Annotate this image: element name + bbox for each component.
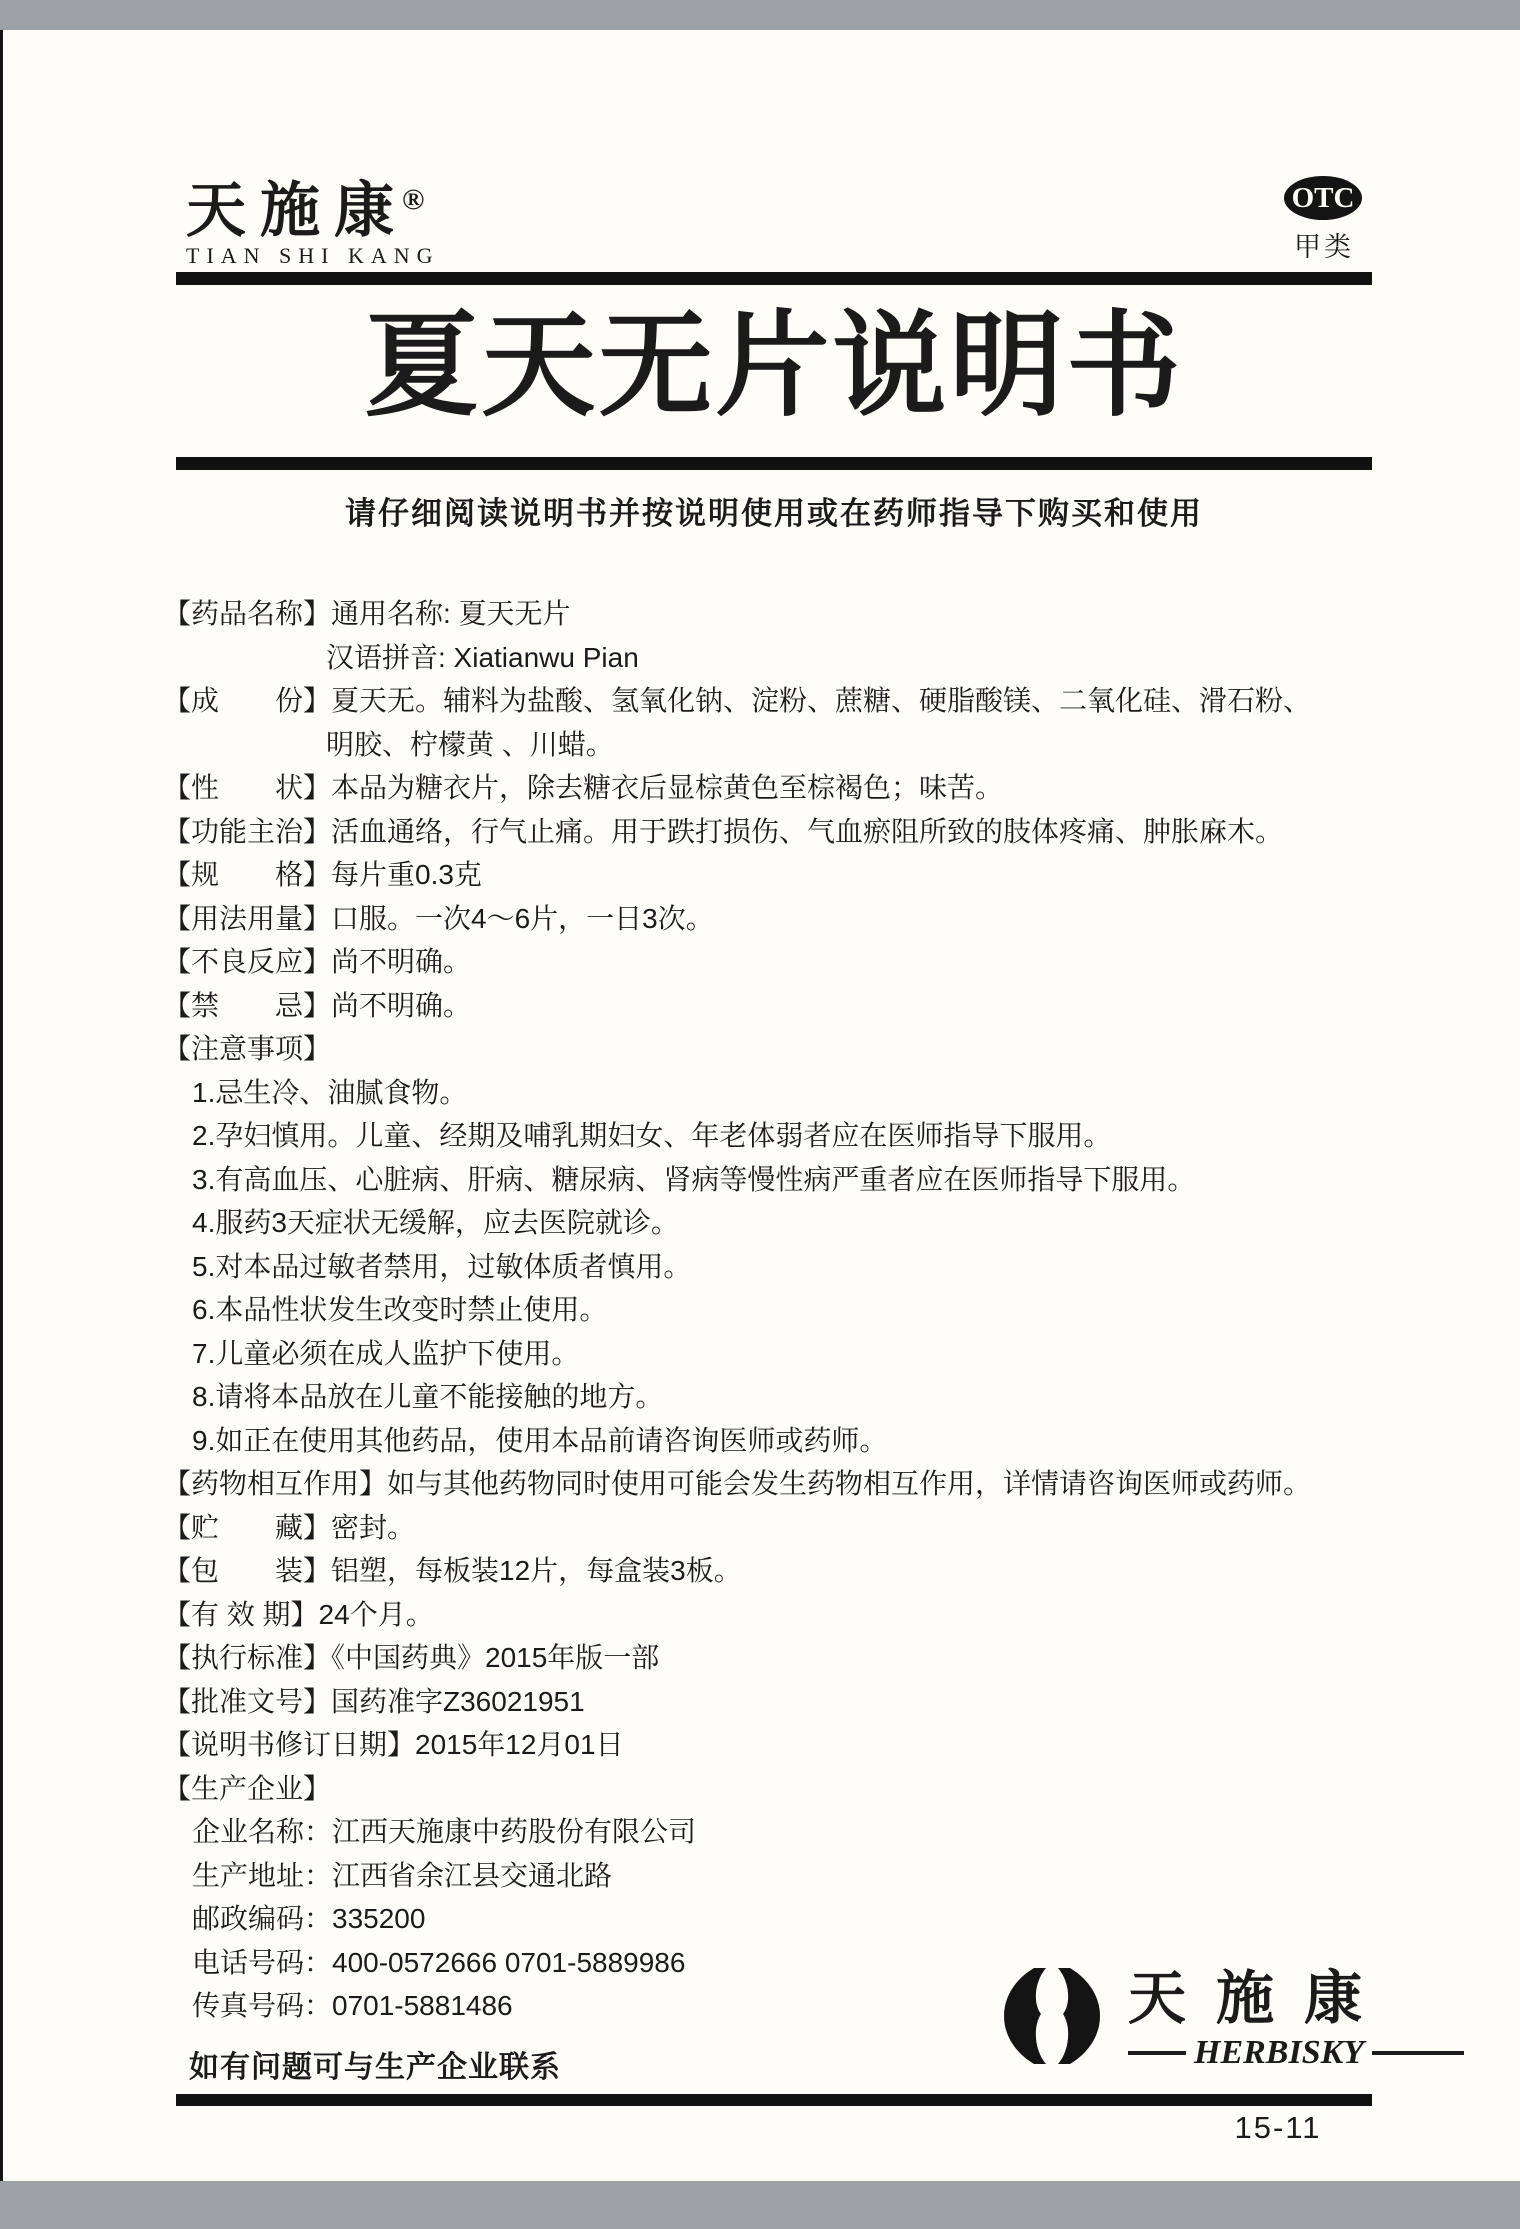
body-line: 【注意事项】: [163, 1033, 332, 1064]
body-line: 6.本品性状发生改变时禁止使用。: [192, 1294, 608, 1325]
brand-name: [186, 170, 440, 244]
body-line: 传真号码：0701-5881486: [192, 1990, 513, 2021]
herbisky-logo-icon: [1000, 1968, 1104, 2064]
company-logo-text: [1128, 1968, 1492, 2072]
herbisky-label: HERBISKY: [1194, 2034, 1365, 2071]
title-divider-bar: [176, 457, 1372, 470]
company-logo-cn: 天施康: [1128, 1966, 1393, 2031]
top-divider-bar: [176, 272, 1372, 285]
body-line: 【禁 忌】尚不明确。: [163, 989, 472, 1021]
body-line: 3.有高血压、心脏病、肝病、糖尿病、肾病等慢性病严重者应在医师指导下服用。: [192, 1163, 1196, 1195]
herbisky-dash: [1128, 2051, 1186, 2055]
body-line: 9.如正在使用其他药品，使用本品前请咨询医师或药师。: [192, 1424, 888, 1456]
body-line: 2.孕妇慎用。儿童、经期及哺乳期妇女、年老体弱者应在医师指导下服用。: [192, 1120, 1112, 1151]
body-line: 【批准文号】国药准字Z36021951: [163, 1685, 585, 1717]
body-line: 【生产企业】: [163, 1772, 332, 1804]
body-line: 电话号码：400-0572666 0701-5889986: [192, 1946, 686, 1978]
body-line: 【说明书修订日期】2015年12月01日: [163, 1729, 624, 1760]
body-line: 【执行标准】《中国药典》2015年版一部: [163, 1642, 660, 1673]
body-line: 汉语拼音: Xiatianwu Pian: [326, 641, 639, 673]
brand-name-pinyin: TIAN SHI KANG: [186, 243, 440, 268]
body-line: 【功能主治】活血通络，行气止痛。用于跌打损伤、气血瘀阻所致的肢体疼痛、肿胀麻木。: [163, 815, 1284, 847]
body-line: 【性 状】本品为糖衣片，除去糖衣后显棕黄色至棕褐色；味苦。: [163, 772, 1004, 803]
body-line: 【不良反应】尚不明确。: [163, 946, 472, 977]
brand-logo: [186, 170, 440, 269]
herbisky-dash: [1372, 2051, 1464, 2055]
otc-class-label: 甲类: [1294, 232, 1354, 262]
body-line: 7.儿童必须在成人监护下使用。: [192, 1337, 580, 1369]
body-line: 生产地址：江西省余江县交通北路: [192, 1859, 613, 1891]
otc-mark: [1284, 176, 1364, 264]
body-line: 企业名称：江西天施康中药股份有限公司: [192, 1816, 697, 1847]
body-line: 【成 份】夏天无。辅料为盐酸、氢氧化钠、淀粉、蔗糖、硬脂酸镁、二氧化硅、滑石粉、: [163, 685, 1312, 716]
body-line: 8.请将本品放在儿童不能接触的地方。: [192, 1381, 664, 1412]
company-logo-en: [1128, 2034, 1464, 2072]
brand-name-cn: 天施康: [186, 178, 408, 244]
bottom-gray-band: [0, 2181, 1520, 2229]
body-line: 4.服药3天症状无缓解，应去医院就诊。: [192, 1207, 679, 1238]
bottom-divider-bar: [176, 2094, 1372, 2106]
top-gray-band: [0, 0, 1520, 30]
body-line: 5.对本品过敏者禁用，过敏体质者慎用。: [192, 1250, 692, 1282]
leaflet-body: [163, 592, 1463, 2028]
page-title: 夏天无片说明书: [364, 303, 1184, 430]
body-line: 【药品名称】通用名称: 夏天无片: [163, 598, 571, 629]
body-line: 邮政编码：335200: [192, 1903, 426, 1934]
body-line: 【有 效 期】24个月。: [163, 1598, 434, 1630]
contact-note: 如有问题可与生产企业联系: [189, 2051, 561, 2084]
page-code: 15-11: [1234, 2110, 1322, 2145]
body-line: 明胶、柠檬黄 、川蜡。: [326, 728, 614, 760]
otc-badge: OTC: [1284, 176, 1362, 220]
body-line: 【贮 藏】密封。: [163, 1511, 416, 1543]
read-instructions-notice: 请仔细阅读说明书并按说明使用或在药师指导下购买和使用: [345, 496, 1203, 531]
body-line: 【规 格】每片重0.3克: [163, 859, 482, 890]
body-line: 1.忌生冷、油腻食物。: [192, 1076, 468, 1108]
company-logo: [1000, 1968, 1492, 2072]
body-line: 【包 装】铝塑，每板装12片，每盒装3板。: [163, 1555, 742, 1586]
body-line: 【药物相互作用】如与其他药物同时使用可能会发生药物相互作用，详情请咨询医师或药师。: [163, 1468, 1312, 1499]
registered-trademark-icon: ®: [402, 183, 425, 216]
body-line: 【用法用量】口服。一次4～6片，一日3次。: [163, 902, 714, 934]
left-edge-line: [0, 30, 3, 2181]
